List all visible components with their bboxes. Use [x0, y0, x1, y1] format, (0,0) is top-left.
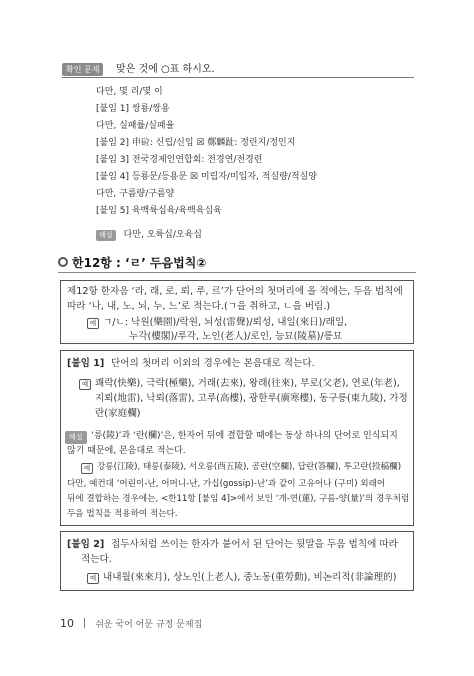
check-line: [붙임 3] 전국경제인연합회: 전경연/전경련 — [96, 155, 263, 165]
check-question: 맞은 것에 ○표 하시오. — [116, 64, 215, 75]
note2-line: 적는다. — [81, 554, 112, 565]
note1-example-line: 란(家庭欄) — [95, 408, 141, 419]
note1-text: 단어의 첫머리 이외의 경우에는 본음대로 적는다. — [111, 358, 315, 369]
bullet-circle-icon — [58, 257, 68, 267]
check-answer-text: 다만, 오륙십/오육십 — [123, 230, 202, 240]
rule-line: 제12항 한자음 ‘라, 래, 로, 뢰, 루, 르’가 단어의 첫머리에 올 적에는, 두음 법칙에 — [67, 286, 403, 297]
footer-divider — [84, 618, 85, 628]
check-header-rule — [62, 77, 414, 78]
section-rule — [58, 272, 416, 273]
explain-chip: 해설 — [65, 431, 87, 444]
check-badge: 확인 문제 — [62, 63, 103, 76]
check-list — [96, 86, 317, 239]
section-heading — [58, 253, 418, 273]
check-line: [붙임 5] 육백륙십육/육백육십육 — [96, 206, 222, 216]
note1-extra-line: 다만, 예컨대 ‘어린이-난, 어머니-난, 가십(gossip)-난’과 같이 고유어나 (구미) 외래어 — [67, 479, 386, 489]
note2-line: 접두사처럼 쓰이는 한자가 붙어서 된 단어는 뒷말을 두음 법칙에 따라 — [111, 539, 398, 550]
check-line: 다만, 실패률/실패율 — [96, 121, 175, 131]
example-icon: 예 — [87, 318, 99, 329]
note1-example-line: 지뢰(地雷), 낙뢰(落雷), 고루(高樓), 광한루(廣寒樓), 동구릉(東九陵), 가정 — [95, 393, 408, 404]
check-line: [붙임 1] 쌍룡/쌍용 — [96, 104, 170, 114]
section-title: 한12항 : ‘ㄹ’ 두음법칙② — [72, 256, 207, 270]
check-line: 다만, 구름량/구름양 — [96, 189, 175, 199]
check-answer-row — [96, 222, 317, 239]
example-icon: 예 — [87, 573, 99, 584]
note1-explain-line: ‘릉(陵)’과 ‘란(欄)’은, 한자어 뒤에 결합할 때에는 동상 하나의 단어로 인식되지 — [91, 431, 398, 441]
example-icon: 예 — [79, 379, 91, 390]
rule-box — [60, 280, 414, 344]
note1-extra-line: 뒤에 결합하는 경우에는, <한11항 [붙임 4]>에서 보인 ‘개-연(蓮), 구름-양(量)’의 경우처럼 — [67, 494, 410, 504]
book-title: 쉬운 국어 어문 규정 문제집 — [95, 620, 203, 630]
answer-chip: 해설 — [96, 230, 116, 241]
note1-example-line: 쾌락(快樂), 극락(極樂), 거래(去來), 왕래(往來), 부로(父老), 연로(年老), — [95, 378, 400, 389]
note1-box — [60, 350, 414, 526]
note2-example: 내내월(來來月), 상노인(上老人), 중노동(重勞動), 비논리적(非論理的) — [103, 572, 397, 583]
note2-box — [60, 531, 414, 591]
rule-example-line: 누각(樓閣)/루각, 노인(老人)/로인, 능묘(陵墓)/릉묘 — [129, 331, 343, 342]
check-line: [붙임 4] 등룡문/등용문 ☒ 미립자/미입자, 적실량/적실양 — [96, 172, 317, 182]
example-icon: 예 — [81, 463, 93, 474]
check-line: 다만, 몇 리/몇 이 — [96, 87, 163, 97]
note1-explain-example: 강릉(江陵), 태릉(泰陵), 서오릉(西五陵), 공란(空欄), 답란(答欄), 투고란(投稿欄) — [97, 462, 402, 472]
check-header — [62, 60, 414, 78]
check-line: [붙임 2] 申砬: 신립/신입 ☒ 鄭麟趾: 정린지/정인지 — [96, 138, 296, 148]
note1-extra-line: 두음 법칙을 적용하여 적는다. — [67, 509, 178, 519]
note1-explain-line: 않기 때문에, 본음대로 적는다. — [67, 446, 186, 456]
page-footer — [60, 612, 202, 630]
note2-label: [붙임 2] — [67, 539, 105, 550]
page-number: 10 — [60, 617, 74, 630]
note1-label: [붙임 1] — [67, 358, 105, 369]
rule-line: 따라 ‘나, 내, 노, 뇌, 누, 느’로 적는다.(ㄱ을 취하고, ㄴ을 버림.) — [67, 301, 331, 312]
rule-example-line: ㄱ/ㄴ: 낙원(樂園)/락원, 뇌성(雷聲)/뢰성, 내일(來日)/래일, — [103, 317, 348, 328]
